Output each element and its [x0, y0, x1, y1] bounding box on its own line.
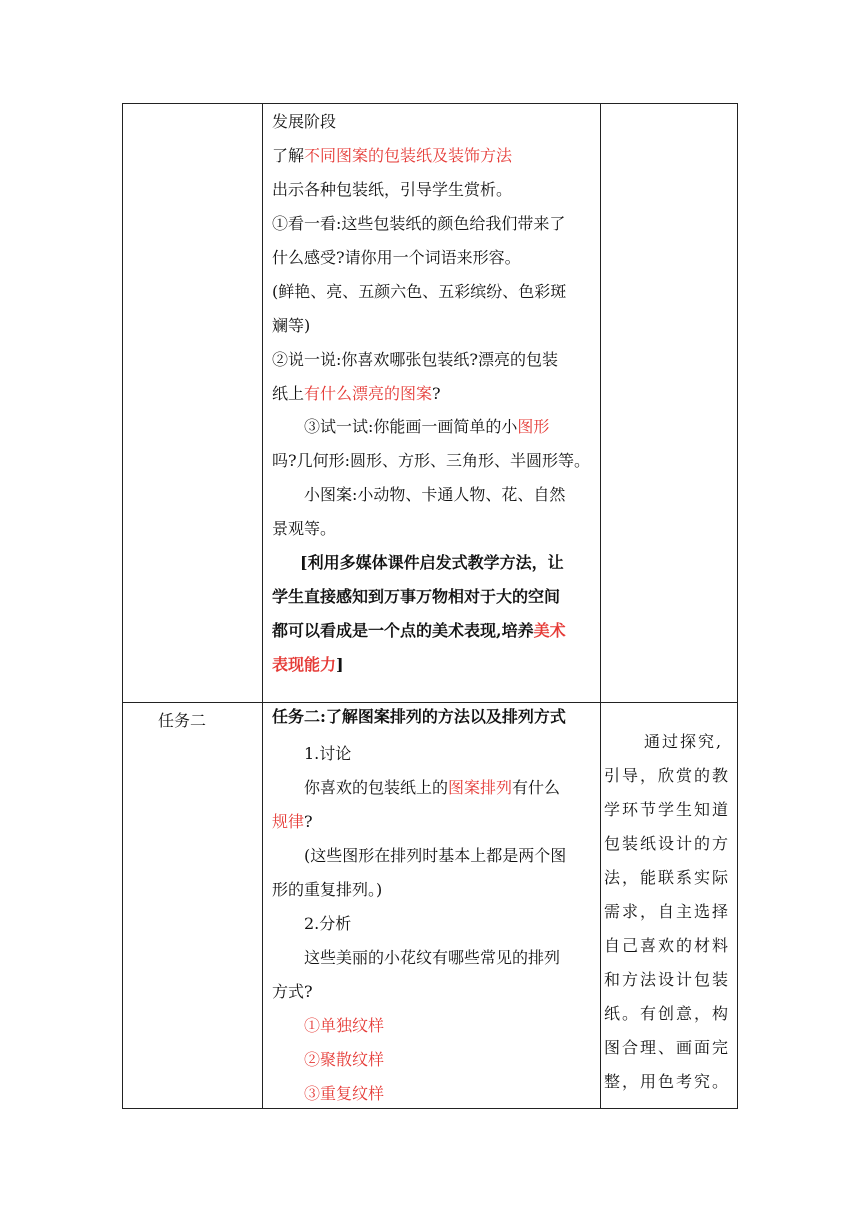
- method-line-3: [272, 614, 566, 648]
- column-divider-1: [262, 104, 263, 1108]
- discuss-note-2: 形的重复排列。): [272, 880, 383, 899]
- small-pattern-line-2: 景观等。: [272, 519, 337, 538]
- method-highlight-1: 美术: [533, 621, 566, 640]
- try-line-1: [304, 410, 549, 444]
- try-line-2: 吗?几何形:圆形、方形、三角形、半圆形等。: [272, 451, 590, 470]
- intent-line: 学环节学生知道: [604, 800, 731, 819]
- intent-line: 包装纸设计的方: [604, 834, 731, 853]
- method-end: ]: [336, 655, 344, 674]
- intent-line: 纸。有创意，构: [604, 1004, 731, 1023]
- words-line-2: 斓等): [272, 316, 311, 335]
- method-line-3-text: 都可以看成是一个点的美术表现,培养: [272, 621, 534, 640]
- q1-suffix: 有什么: [512, 778, 561, 797]
- intent-line: 自己喜欢的材料: [604, 936, 731, 955]
- q1-end: ?: [304, 812, 313, 831]
- discuss-heading: 1.讨论: [304, 744, 352, 763]
- intent-line: 法，能联系实际: [604, 868, 731, 887]
- intent-line: 引导，欣赏的教: [604, 766, 731, 785]
- analyze-question-2: 方式?: [272, 982, 313, 1001]
- say-line-2: [272, 377, 441, 411]
- try-highlight: 图形: [517, 417, 550, 436]
- column-divider-2: [600, 104, 601, 1108]
- intent-line: 和方法设计包装: [604, 970, 731, 989]
- task-title: 任务二:了解图案排列的方法以及排列方式: [272, 707, 566, 726]
- method-highlight-2: 表现能力: [272, 655, 337, 674]
- understand-prefix: 了解: [272, 146, 305, 165]
- understand-highlight: 不同图案的包装纸及装饰方法: [304, 146, 513, 165]
- method-line-4: [272, 648, 344, 682]
- intent-line: 图合理、画面完: [604, 1038, 731, 1057]
- task-label: 任务二: [158, 711, 207, 730]
- analyze-heading: 2.分析: [304, 914, 352, 933]
- pattern-repeat: ③重复纹样: [304, 1084, 385, 1103]
- teaching-intent: [604, 725, 734, 1099]
- analyze-question-1: 这些美丽的小花纹有哪些常见的排列: [304, 948, 561, 967]
- say-line-1: ②说一说:你喜欢哪张包装纸?漂亮的包装: [272, 350, 558, 369]
- discuss-question-1: [304, 771, 560, 805]
- pattern-cluster: ②聚散纹样: [304, 1050, 385, 1069]
- q1-highlight-2: 规律: [272, 812, 305, 831]
- q1-prefix: 你喜欢的包装纸上的: [304, 778, 449, 797]
- paper-highlight: 有什么漂亮的图案: [304, 384, 433, 403]
- q1-highlight: 图案排列: [448, 778, 513, 797]
- method-line-2: 学生直接感知到万事万物相对于大的空间: [272, 587, 561, 606]
- try-prefix: ③试一试:你能画一画简单的小: [304, 417, 518, 436]
- look-line-2: 什么感受?请你用一个词语来形容。: [272, 248, 521, 267]
- intent-line: 通过探究,: [644, 732, 724, 751]
- discuss-question-2: [272, 805, 313, 839]
- small-pattern-line-1: 小图案:小动物、卡通人物、花、自然: [304, 485, 566, 504]
- pattern-single: ①单独纹样: [304, 1016, 385, 1035]
- stage-title: 发展阶段: [272, 112, 337, 131]
- paper-prefix: 纸上: [272, 384, 305, 403]
- look-line-1: ①看一看:这些包装纸的颜色给我们带来了: [272, 214, 566, 233]
- show-papers-line: 出示各种包装纸，引导学生赏析。: [272, 180, 513, 199]
- method-line-1: [利用多媒体课件启发式教学方法，让: [300, 553, 564, 572]
- discuss-note-1: (这些图形在排列时基本上都是两个图: [304, 846, 567, 865]
- intent-line: 整，用色考究。: [604, 1072, 731, 1091]
- words-line-1: (鲜艳、亮、五颜六色、五彩缤纷、色彩斑: [272, 282, 567, 301]
- intent-line: 需求，自主选择: [604, 902, 731, 921]
- paper-suffix: ?: [432, 384, 441, 403]
- understand-line: [272, 139, 512, 173]
